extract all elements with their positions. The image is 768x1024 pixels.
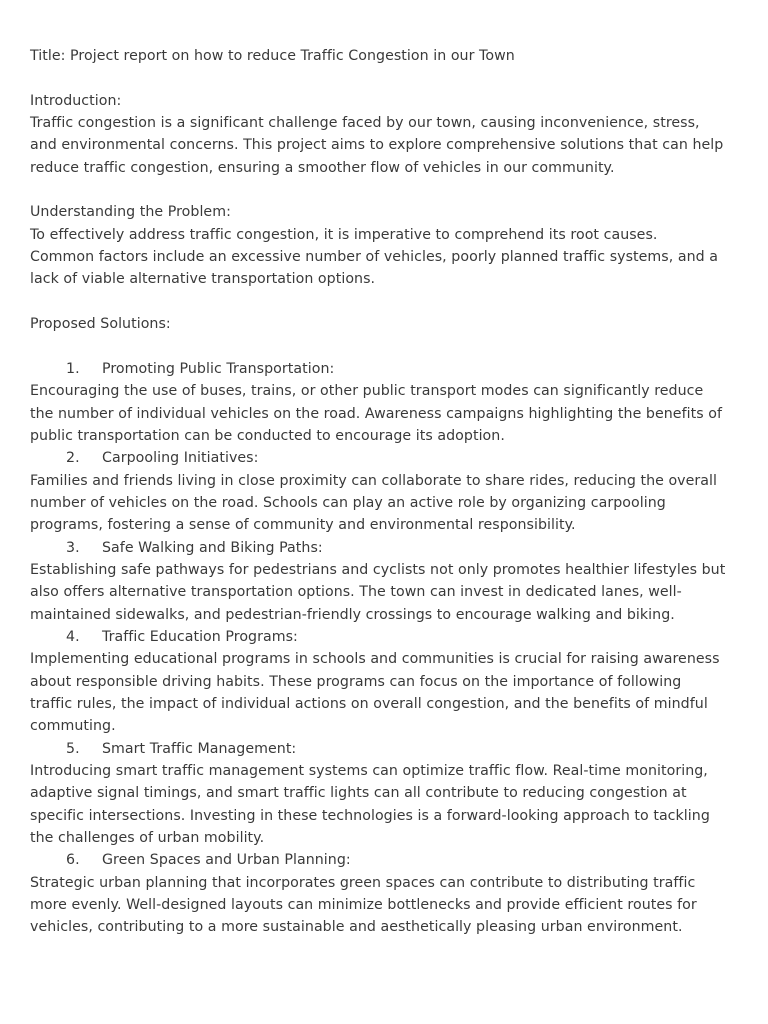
solution-item-number: 4. [66, 628, 80, 645]
document-title: Title: Project report on how to reduce Traffic Congestion in our Town [30, 48, 515, 64]
solution-item-line: Strategic urban planning that incorporates green spaces can contribute to distributing traffic [30, 874, 696, 891]
solution-item-heading [30, 849, 742, 871]
solution-item-line: public transportation can be conducted to encourage its adoption. [30, 427, 505, 444]
solution-item-line: Establishing safe pathways for pedestrians and cyclists not only promotes healthier lifestyles but [30, 561, 726, 578]
solution-item-line: adaptive signal timings, and smart traffic lights can all contribute to reducing congestion at [30, 785, 687, 802]
introduction-line: and environmental concerns. This project aims to explore comprehensive solutions that can help [30, 137, 724, 154]
solution-item-heading [30, 358, 742, 380]
introduction-heading: Introduction: [30, 92, 122, 109]
solution-item-title: Carpooling Initiatives: [102, 450, 259, 467]
solution-item-line: the challenges of urban mobility. [30, 830, 265, 847]
solution-item-heading [30, 537, 742, 559]
solution-item-heading [30, 447, 742, 469]
spacer [30, 179, 742, 201]
solution-item-title: Smart Traffic Management: [102, 740, 297, 757]
solution-item [30, 626, 742, 738]
solution-item-title: Green Spaces and Urban Planning: [102, 852, 351, 869]
solutions-section [30, 313, 742, 939]
problem-line: To effectively address traffic congestion, it is imperative to comprehend its root causes. [30, 226, 658, 243]
problem-line: lack of viable alternative transportation options. [30, 271, 376, 288]
solution-item [30, 447, 742, 536]
solution-item-number: 2. [66, 450, 80, 467]
solution-item-line: the number of individual vehicles on the road. Awareness campaigns highlighting the benefits of [30, 405, 722, 422]
solution-item-line: programs, fostering a sense of community and environmental responsibility. [30, 517, 576, 534]
introduction-line: reduce traffic congestion, ensuring a smoother flow of vehicles in our community. [30, 159, 615, 176]
solution-item [30, 537, 742, 626]
solution-item-title: Promoting Public Transportation: [102, 360, 335, 377]
solution-item-line: Families and friends living in close proximity can collaborate to share rides, reducing the overall [30, 472, 718, 489]
solution-item-line: vehicles, contributing to a more sustainable and aesthetically pleasing urban environment. [30, 919, 683, 936]
document-body [30, 45, 742, 939]
solution-item [30, 849, 742, 938]
problem-heading: Understanding the Problem: [30, 204, 231, 221]
introduction-section [30, 90, 742, 179]
solution-item-title: Safe Walking and Biking Paths: [102, 539, 323, 556]
solution-item [30, 358, 742, 447]
solution-item-number: 6. [66, 852, 80, 869]
solution-item-line: maintained sidewalks, and pedestrian-friendly crossings to encourage walking and biking. [30, 606, 675, 623]
solution-item [30, 738, 742, 850]
solution-item-number: 1. [66, 360, 80, 377]
solution-item-line: number of vehicles on the road. Schools can play an active role by organizing carpooling [30, 494, 666, 511]
solution-item-number: 5. [66, 740, 80, 757]
solution-item-line: specific intersections. Investing in these technologies is a forward-looking approach to tackling [30, 807, 710, 824]
solution-item-title: Traffic Education Programs: [102, 628, 298, 645]
solution-item-line: more evenly. Well-designed layouts can minimize bottlenecks and provide efficient routes for [30, 897, 697, 914]
solution-item-line: Introducing smart traffic management systems can optimize traffic flow. Real-time monitoring, [30, 763, 708, 779]
problem-section [30, 201, 742, 290]
introduction-line: Traffic congestion is a significant challenge faced by our town, causing inconvenience, stress, [30, 115, 700, 132]
solution-item-line: traffic rules, the impact of individual actions on overall congestion, and the benefits of mindful [30, 695, 708, 712]
spacer [30, 335, 742, 357]
problem-line: Common factors include an excessive number of vehicles, poorly planned traffic systems, and a [30, 249, 718, 266]
solution-item-heading [30, 738, 742, 760]
solution-item-line: also offers alternative transportation options. The town can invest in dedicated lanes, well- [30, 584, 682, 601]
spacer [30, 67, 742, 89]
spacer [30, 291, 742, 313]
solution-item-line: commuting. [30, 718, 116, 735]
solution-item-number: 3. [66, 539, 80, 556]
solution-item-line: Encouraging the use of buses, trains, or other public transport modes can significantly reduce [30, 383, 704, 400]
solution-item-heading [30, 626, 742, 648]
solutions-heading: Proposed Solutions: [30, 316, 171, 333]
solution-item-line: Implementing educational programs in schools and communities is crucial for raising awareness [30, 651, 720, 668]
solution-item-line: about responsible driving habits. These programs can focus on the importance of following [30, 673, 682, 690]
